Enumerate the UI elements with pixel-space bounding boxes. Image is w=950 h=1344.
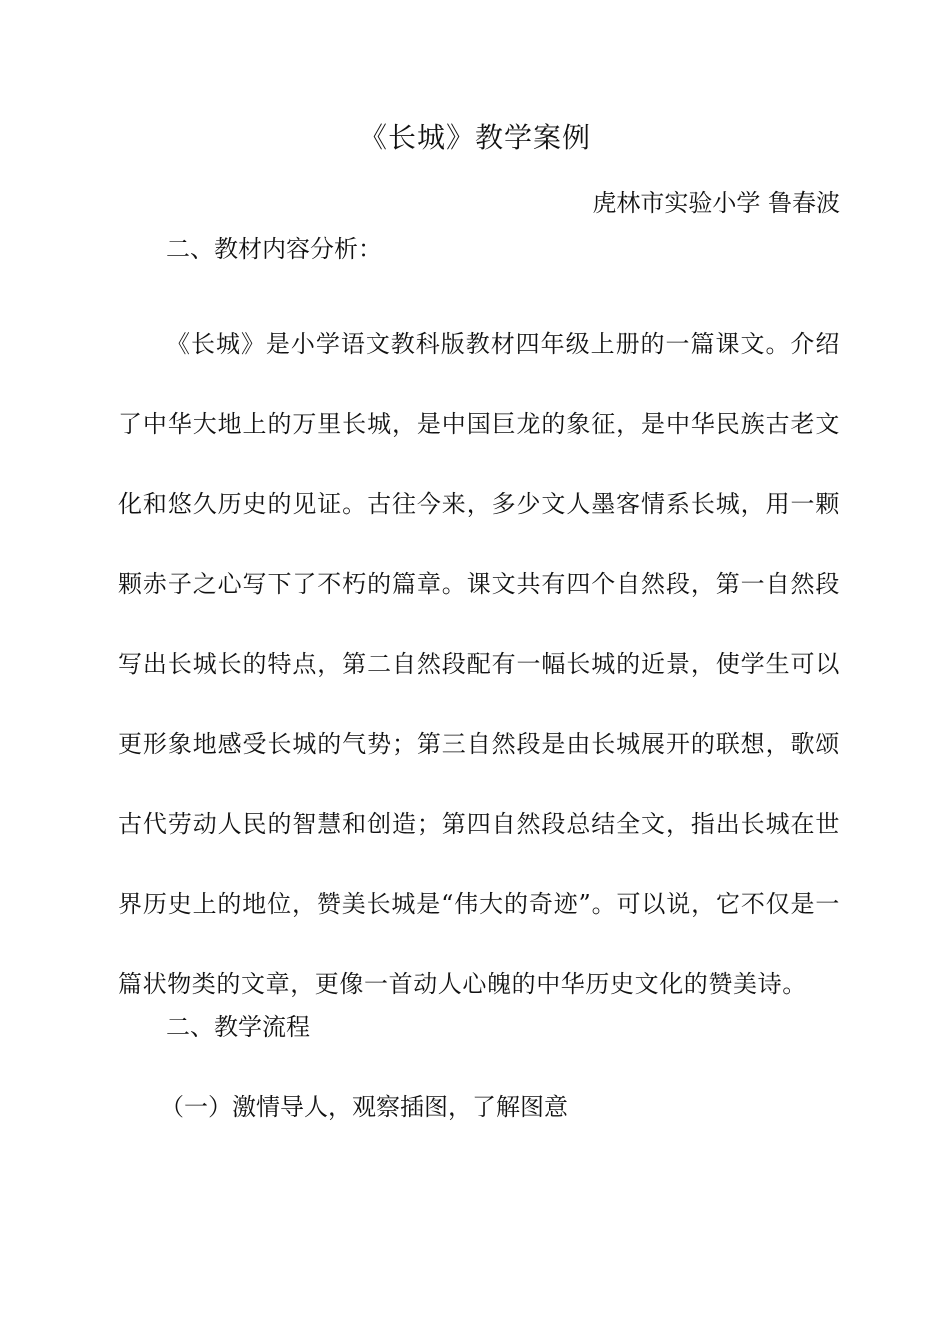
section-heading-material-analysis: 二、教材内容分析： (166, 235, 382, 263)
section-heading-teaching-process: 二、教学流程 (166, 1013, 310, 1041)
document-title: 《长城》教学案例 (358, 121, 591, 154)
subsection-heading-introduction: （一）激情导人，观察插图，了解图意 (160, 1093, 568, 1121)
body-paragraph: 《长城》是小学语文教科版教材四年级上册的一篇课文。介绍了中华大地上的万里长城，是中国巨龙的象征，是中华民族古老文化和悠久历史的见证。古往今来，多少文人墨客情系长城，用一颗颗赤子之心写下了不朽的篇章。课文共有四个自然段，第一自然段写出长城长的特点，第二自然段配有一幅长城的近景，使学生可以更形象地感受长城的气势；第三自然段是由长城展开的联想，歌颂古代劳动人民的智慧和创造；第四自然段总结全文，指出长城在世界历史上的地位，赞美长城是“伟大的奇迹”。可以说，它不仅是一篇状物类的文章，更像一首动人心魄的中华历史文化的赞美诗。 (118, 330, 840, 998)
author-line: 虎林市实验小学 鲁春波 (592, 189, 840, 217)
